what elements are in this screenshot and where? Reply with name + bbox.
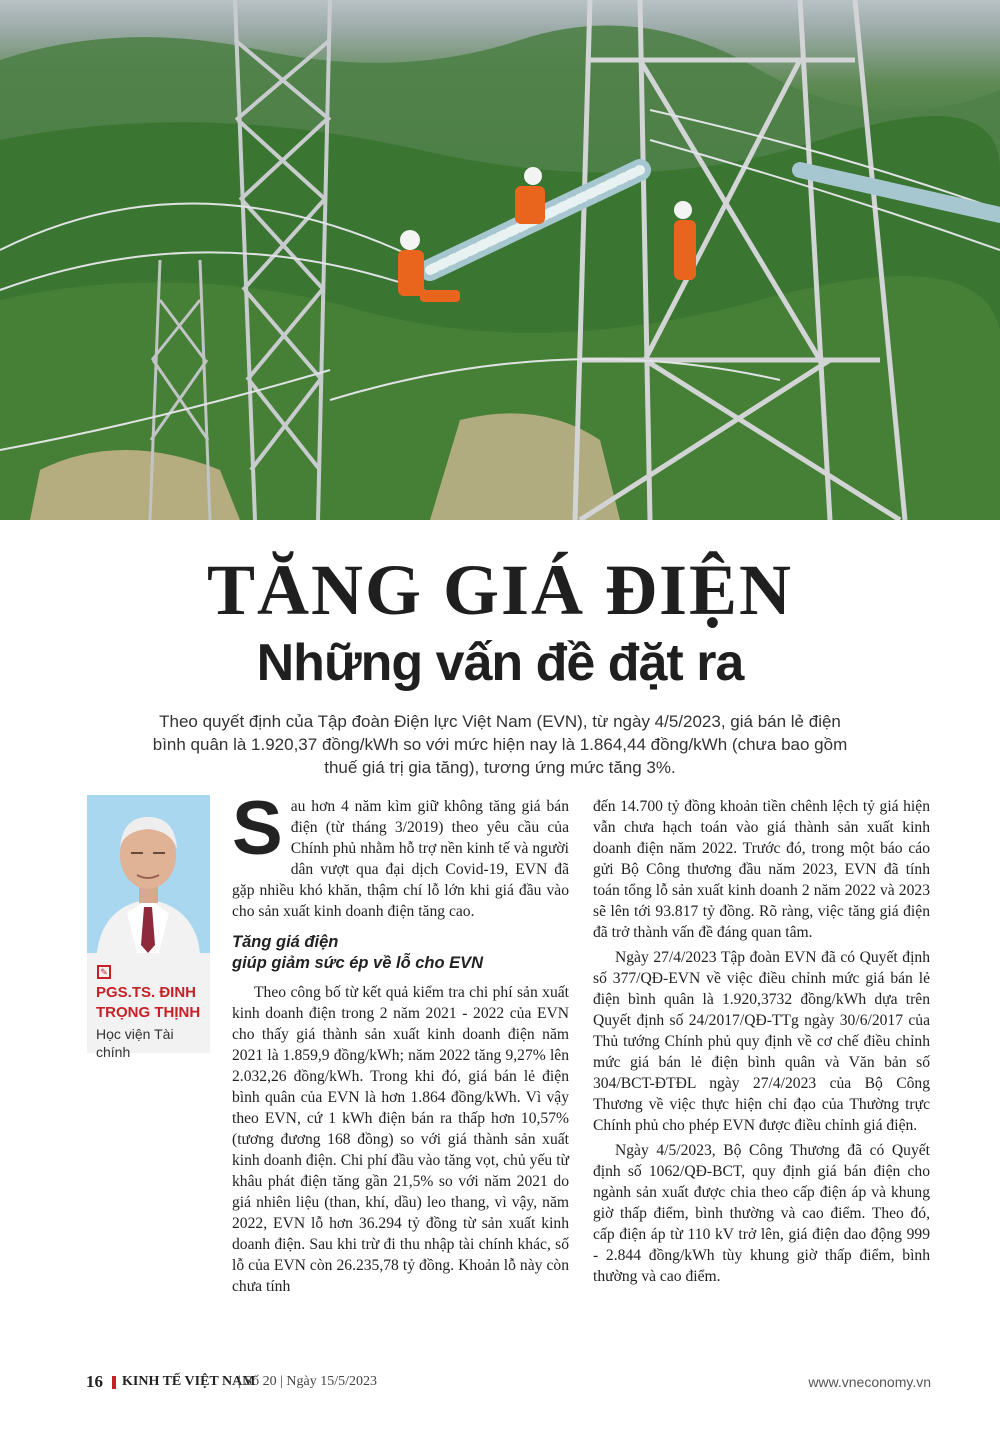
pen-icon: ✎ — [97, 965, 111, 979]
author-portrait-illustration — [87, 795, 210, 953]
headline-subtitle: Những vấn đề đặt ra — [256, 634, 744, 692]
section-heading: Tăng giá điện giúp giảm sức ép về lỗ cho EVN — [232, 933, 484, 972]
issue-info: | Số 20 | Ngày 15/5/2023 — [238, 1374, 377, 1389]
article-paragraph: Theo công bố từ kết quả kiểm tra chi phí sản xuất kinh doanh điện trong 2 năm 2021 - 2022 của EVN cho thấy giá thành sản xuất kinh doanh điện năm 2021 là 1.859,9 đồng/kWh; năm 2022 tăng 9,27% lên 2.032,26 đồng/kWh. Trong khi đó, giá bán lẻ điện bình quân của EVN là hơn 1.864 đồng/kWh. Vì vậy theo EVN, cứ 1 kWh điện bán ra thấp hơn 10,57% (tương đương 168 đồng) so với giá thành sản xuất kinh doanh điện. Chi phí đầu vào tăng vọt, chủ yếu từ khâu phát điện tăng gần 21,5% so với năm 2021 do giá nhiên liệu (than, khí, dầu) leo thang, vì vậy, năm 2022, EVN lỗ hơn 36.294 tỷ đồng từ sản xuất kinh doanh điện. Sau khi trừ đi thu nhập tài chính khác, số lỗ của EVN còn 26.235,78 tỷ đồng. Khoản lỗ này còn chưa tính — [232, 984, 569, 1295]
page-number: 16 — [86, 1372, 103, 1391]
author-box — [87, 795, 210, 1060]
author-affiliation: Học viện Tài chính — [96, 1026, 174, 1060]
article-paragraph-text: au hơn 4 năm kìm giữ không tăng giá bán điện (từ tháng 3/2019) theo yêu cầu của Chính phủ nhằm hỗ trợ nền kinh tế và người dân vượt qua đại dịch Covid-19, EVN đã gặp nhiều khó khăn, thậm chí lỗ lớn khi giá đầu vào cho sản xuất kinh doanh điện tăng cao. — [232, 798, 569, 920]
author-name: PGS.TS. ĐINH TRỌNG THỊNH — [96, 984, 201, 1021]
article-paragraph: Ngày 4/5/2023, Bộ Công Thương đã có Quyết định số 1062/QĐ-BCT, quy định giá bán điện cho ngành sản xuất được chia theo cấp điện áp và khung giờ thấp điểm, bình thường và cao điểm. Theo đó, cấp điện áp từ 110 kV trở lên, giá điện dao động 999 - 2.844 đồng/kWh tùy khung giờ thấp điểm, bình thường và cao điểm. — [593, 1142, 930, 1285]
article-paragraph — [232, 786, 569, 922]
article-paragraph: đến 14.700 tỷ đồng khoản tiền chênh lệch tỷ giá hiện vẫn chưa hạch toán vào giá thành sản xuất kinh doanh điện năm 2022. Trước đó, trong một báo cáo gửi Bộ Công thương đầu năm 2023, EVN đã tính toán tổng lỗ sản xuất kinh doanh 2 năm 2022 và 2023 sẽ lên tới 93.817 tỷ đồng. Rõ ràng, việc tăng giá điện đã trở thành vấn đề đáng quan tâm. — [593, 798, 930, 941]
article-column-1 — [232, 786, 569, 1297]
author-photo — [87, 795, 210, 953]
hero-photo-power-line-workers — [0, 0, 1000, 520]
article-paragraph: Ngày 27/4/2023 Tập đoàn EVN đã có Quyết định số 377/QĐ-EVN về việc điều chỉnh mức giá bán lẻ điện bình quân là 1.920,3732 đồng/kWh dựa trên Quyết định số 24/2017/QĐ-TTg ngày 30/6/2017 của Thủ tướng Chính phủ quy định về cơ chế điều chỉnh mức giá bán lẻ điện bình quân và Văn bản số 304/BCT-ĐTĐL ngày 27/4/2023 của Bộ Công Thương về việc thực hiện chỉ đạo của Thường trực Chính phủ cho phép EVN được điều chỉnh giá điện. — [593, 949, 930, 1134]
hero-photo-illustration — [0, 0, 1000, 520]
article-lede: Theo quyết định của Tập đoàn Điện lực Việt Nam (EVN), từ ngày 4/5/2023, giá bán lẻ điện bình quân là 1.920,37 đồng/kWh so với mức hiện nay là 1.864,44 đồng/kWh (chưa bao gồm thuế giá trị gia tăng), tương ứng mức tăng 3%. — [152, 712, 848, 777]
page-footer — [86, 1371, 931, 1393]
headline-title: TĂNG GIÁ ĐIỆN — [206, 550, 794, 630]
magazine-name: KINH TẾ VIỆT NAM — [122, 1374, 256, 1389]
article-column-2 — [593, 796, 930, 1287]
drop-cap: S — [232, 786, 283, 871]
website-link[interactable]: www.vneconomy.vn — [808, 1374, 931, 1390]
footer-accent-bar — [112, 1376, 116, 1389]
